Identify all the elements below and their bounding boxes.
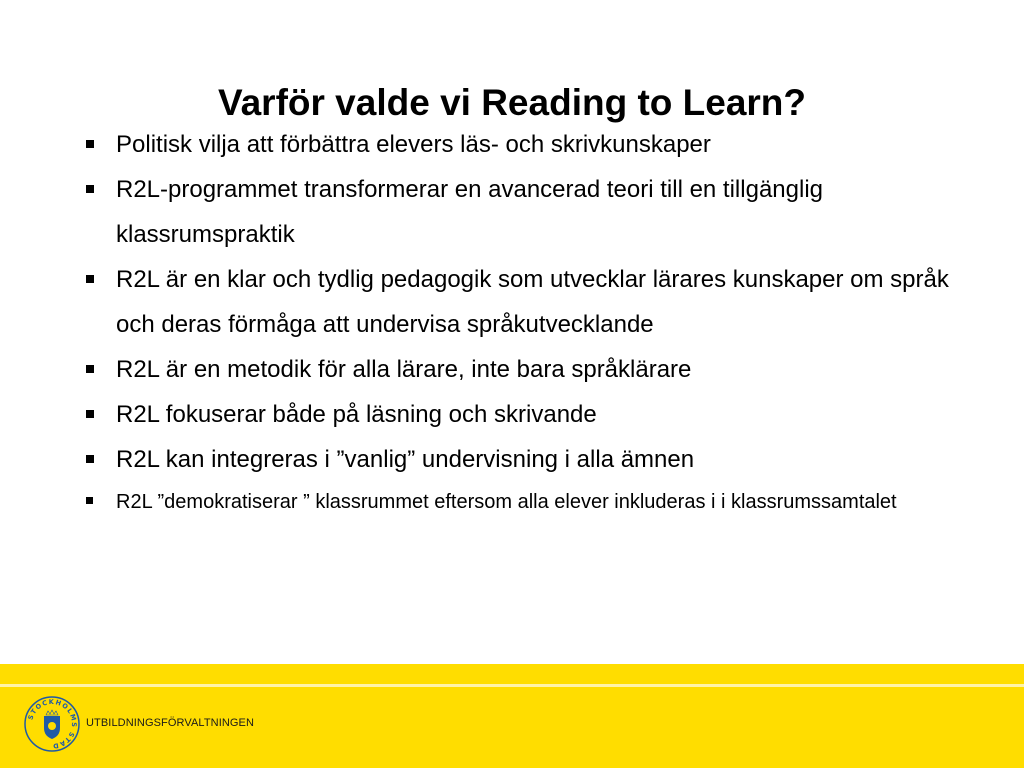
footer-bar — [0, 664, 1024, 768]
footer-stripe — [0, 684, 1024, 687]
bullet-text: R2L är en metodik för alla lärare, inte bara språklärare — [116, 356, 692, 383]
logo-text: STOCKHOLMS STAD — [26, 697, 79, 751]
bullet-text: R2L fokuserar både på läsning och skrivande — [116, 401, 597, 428]
bullet-item — [86, 347, 966, 392]
bullet-text: R2L kan integreras i ”vanlig” undervisning i alla ämnen — [116, 446, 695, 473]
bullet-marker-icon — [86, 185, 94, 193]
bullet-text: R2L-programmet transformerar en avancerad teori till en tillgänglig klassrumspraktik — [116, 176, 823, 248]
bullet-item — [86, 482, 966, 522]
bullet-item — [86, 437, 966, 482]
bullet-marker-icon — [86, 497, 93, 504]
bullet-item — [86, 392, 966, 437]
stockholm-crest-icon — [24, 696, 80, 752]
slide-title: Varför valde vi Reading to Learn? — [217, 81, 807, 123]
organization-name: UTBILDNINGSFÖRVALTNINGEN — [86, 717, 255, 729]
bullet-marker-icon — [86, 455, 94, 463]
bullet-text: Politisk vilja att förbättra elevers läs- och skrivkunskaper — [116, 131, 711, 158]
bullet-item — [86, 122, 966, 167]
bullet-text: R2L är en klar och tydlig pedagogik som utvecklar lärares kunskaper om språk och deras förmåga att undervisa språkutvecklande — [116, 266, 949, 338]
bullet-list — [86, 122, 966, 522]
bullet-text: R2L ”demokratiserar ” klassrummet eftersom alla elever inkluderas i i klassrumssamtalet — [116, 491, 897, 513]
bullet-item — [86, 167, 966, 257]
bullet-item — [86, 257, 966, 347]
bullet-marker-icon — [86, 140, 94, 148]
bullet-marker-icon — [86, 410, 94, 418]
bullet-marker-icon — [86, 365, 94, 373]
bullet-marker-icon — [86, 275, 94, 283]
